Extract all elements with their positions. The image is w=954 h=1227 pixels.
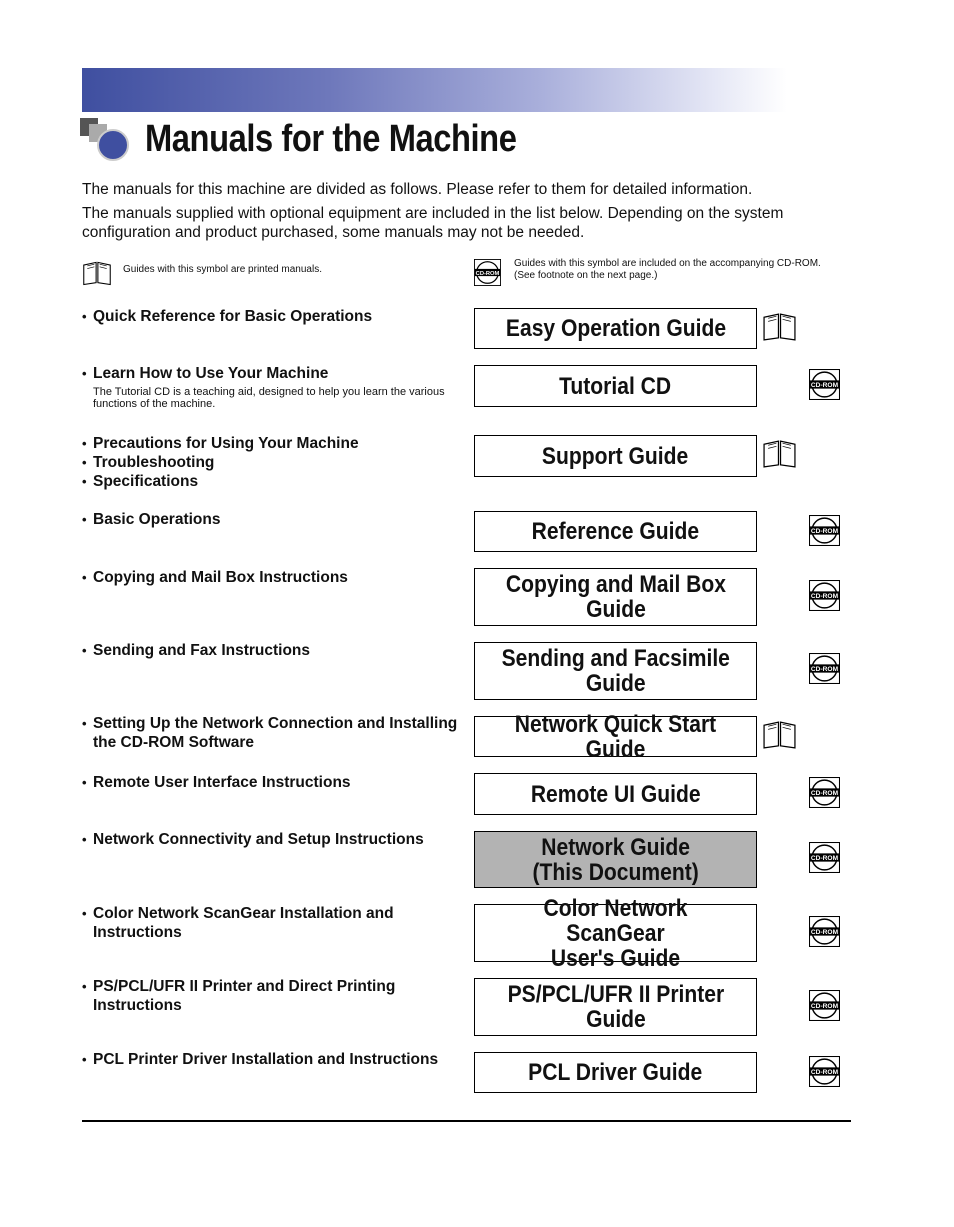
footer-rule [82, 1120, 851, 1122]
guide-title: Network Guide (This Document) [532, 833, 699, 886]
guide-link[interactable] [474, 365, 757, 407]
cdrom-icon [809, 580, 840, 611]
guide-title: Support Guide [542, 442, 689, 470]
book-icon [762, 312, 797, 341]
intro-paragraph-2: The manuals supplied with optional equipment are included in the list below. Depending on the system configuration and product purchased, some manuals may not be needed. [82, 205, 784, 241]
guide-link[interactable] [474, 568, 757, 626]
svg-text:CD-ROM: CD-ROM [810, 1069, 839, 1077]
bullet-item: • Basic Operations [82, 510, 467, 529]
guide-title: Sending and Facsimile Guide [501, 645, 730, 697]
description-list [82, 977, 467, 1015]
description-list [82, 364, 467, 410]
guide-link[interactable] [474, 773, 757, 815]
description-list [82, 904, 467, 942]
bullet-item: • Specifications [82, 472, 467, 491]
book-icon [762, 720, 797, 749]
bullet-item: • PS/PCL/UFR II Printer and Direct Printing Instructions [82, 977, 467, 1015]
svg-text:CD-ROM: CD-ROM [810, 855, 839, 863]
guide-link[interactable] [474, 710, 757, 763]
guide-link[interactable] [474, 831, 757, 888]
bullet-item: • Copying and Mail Box Instructions [82, 568, 467, 587]
description-list [82, 641, 467, 660]
row-note: The Tutorial CD is a teaching aid, designed to help you learn the various functions of the machine. [93, 386, 445, 410]
guide-title: PS/PCL/UFR II Printer Guide [507, 981, 724, 1033]
page-title: Manuals for the Machine [145, 118, 517, 160]
header-banner [82, 68, 787, 112]
bullet-item: • Setting Up the Network Connection and Installing the CD-ROM Software [82, 714, 467, 752]
bullet-item: • Quick Reference for Basic Operations [82, 307, 467, 326]
cdrom-icon [809, 653, 840, 684]
description-list [82, 568, 467, 587]
guide-title: Network Quick Start Guide [514, 710, 717, 763]
bullet-item: • Sending and Fax Instructions [82, 641, 467, 660]
guide-title: Easy Operation Guide [505, 315, 726, 342]
guide-link[interactable] [474, 435, 757, 477]
cdrom-icon [809, 842, 840, 873]
description-list [82, 830, 467, 849]
legend-cdrom-text: Guides with this symbol are included on the accompanying CD-ROM. (See footnote on the next page.) [514, 258, 821, 281]
intro-paragraph-1: The manuals for this machine are divided as follows. Please refer to them for detailed information. [82, 181, 753, 198]
bullet-item: • PCL Printer Driver Installation and Instructions [82, 1050, 467, 1069]
svg-text:CD-ROM: CD-ROM [810, 528, 839, 536]
bullet-item: • Troubleshooting [82, 453, 467, 472]
guide-title: Color Network ScanGear User's Guide [543, 894, 688, 972]
guide-link[interactable] [474, 894, 757, 972]
cdrom-icon [809, 1056, 840, 1087]
svg-text:CD-ROM: CD-ROM [810, 929, 839, 937]
guide-link[interactable] [474, 308, 757, 349]
legend-printed-text: Guides with this symbol are printed manuals. [123, 264, 322, 275]
svg-text:CD-ROM: CD-ROM [810, 666, 839, 674]
description-list [82, 714, 467, 752]
guide-title: PCL Driver Guide [528, 1059, 703, 1086]
bullet-item: • Remote User Interface Instructions [82, 773, 467, 792]
guide-link[interactable] [474, 978, 757, 1036]
cdrom-icon [809, 515, 840, 546]
guide-title: Tutorial CD [559, 372, 672, 400]
svg-text:CD-ROM: CD-ROM [810, 790, 839, 798]
guide-link[interactable] [474, 1052, 757, 1093]
section-marker-icon [80, 118, 132, 164]
cdrom-icon [809, 777, 840, 808]
cdrom-icon [809, 990, 840, 1021]
guide-title: Copying and Mail Box Guide [505, 571, 726, 623]
svg-text:CD-ROM: CD-ROM [810, 1003, 839, 1011]
cdrom-icon [809, 369, 840, 400]
guide-link[interactable] [474, 511, 757, 552]
bullet-item: • Network Connectivity and Setup Instructions [82, 830, 467, 849]
bullet-item: • Color Network ScanGear Installation and Instructions [82, 904, 467, 942]
book-icon [762, 439, 797, 468]
svg-text:CD-ROM: CD-ROM [475, 270, 500, 277]
svg-text:CD-ROM: CD-ROM [810, 593, 839, 601]
description-list [82, 773, 467, 792]
description-list [82, 434, 467, 491]
description-list [82, 510, 467, 529]
bullet-item: • Precautions for Using Your Machine [82, 434, 467, 453]
svg-text:CD-ROM: CD-ROM [810, 382, 839, 390]
cdrom-icon [809, 916, 840, 947]
description-list [82, 1050, 467, 1069]
description-list [82, 307, 467, 326]
guide-title: Reference Guide [531, 518, 700, 545]
cdrom-icon [474, 259, 501, 286]
guide-link[interactable] [474, 642, 757, 700]
guide-title: Remote UI Guide [530, 780, 701, 808]
bullet-item: • Learn How to Use Your Machine [82, 364, 467, 383]
book-icon [82, 259, 112, 287]
